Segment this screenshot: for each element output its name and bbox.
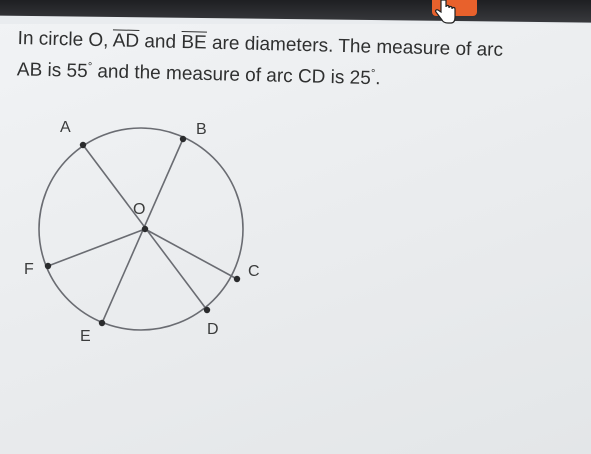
diameter-be: [102, 139, 183, 323]
label-a: A: [60, 119, 71, 136]
label-c: C: [248, 263, 260, 280]
point-a: [80, 142, 86, 148]
label-d: D: [207, 321, 219, 338]
point-c: [234, 276, 240, 282]
point-o: [142, 226, 148, 232]
label-b: B: [196, 121, 207, 138]
question-text-part: AB is 55: [16, 59, 88, 83]
circle-o: [39, 128, 243, 330]
segment-be: $\overline{BE}$: [181, 31, 207, 54]
degree-symbol: °: [370, 67, 376, 80]
label-f: F: [24, 261, 34, 278]
question-text-part: In circle O,: [17, 27, 113, 52]
question-text-part: and: [138, 30, 182, 53]
question-text-part: .: [374, 68, 381, 90]
point-b: [180, 136, 186, 142]
question-text-part: are diameters. The measure of arc: [206, 32, 504, 61]
label-o: O: [133, 201, 146, 218]
point-f: [45, 263, 51, 269]
point-d: [204, 307, 210, 313]
radius-of: [48, 229, 145, 266]
segment-ad: $\overline{AD}$: [112, 30, 140, 52]
label-e: E: [80, 328, 91, 345]
radius-oc: [145, 229, 237, 279]
degree-symbol: °: [87, 60, 93, 73]
question-text-part: and the measure of arc CD is 25: [91, 61, 372, 89]
point-e: [99, 320, 105, 326]
